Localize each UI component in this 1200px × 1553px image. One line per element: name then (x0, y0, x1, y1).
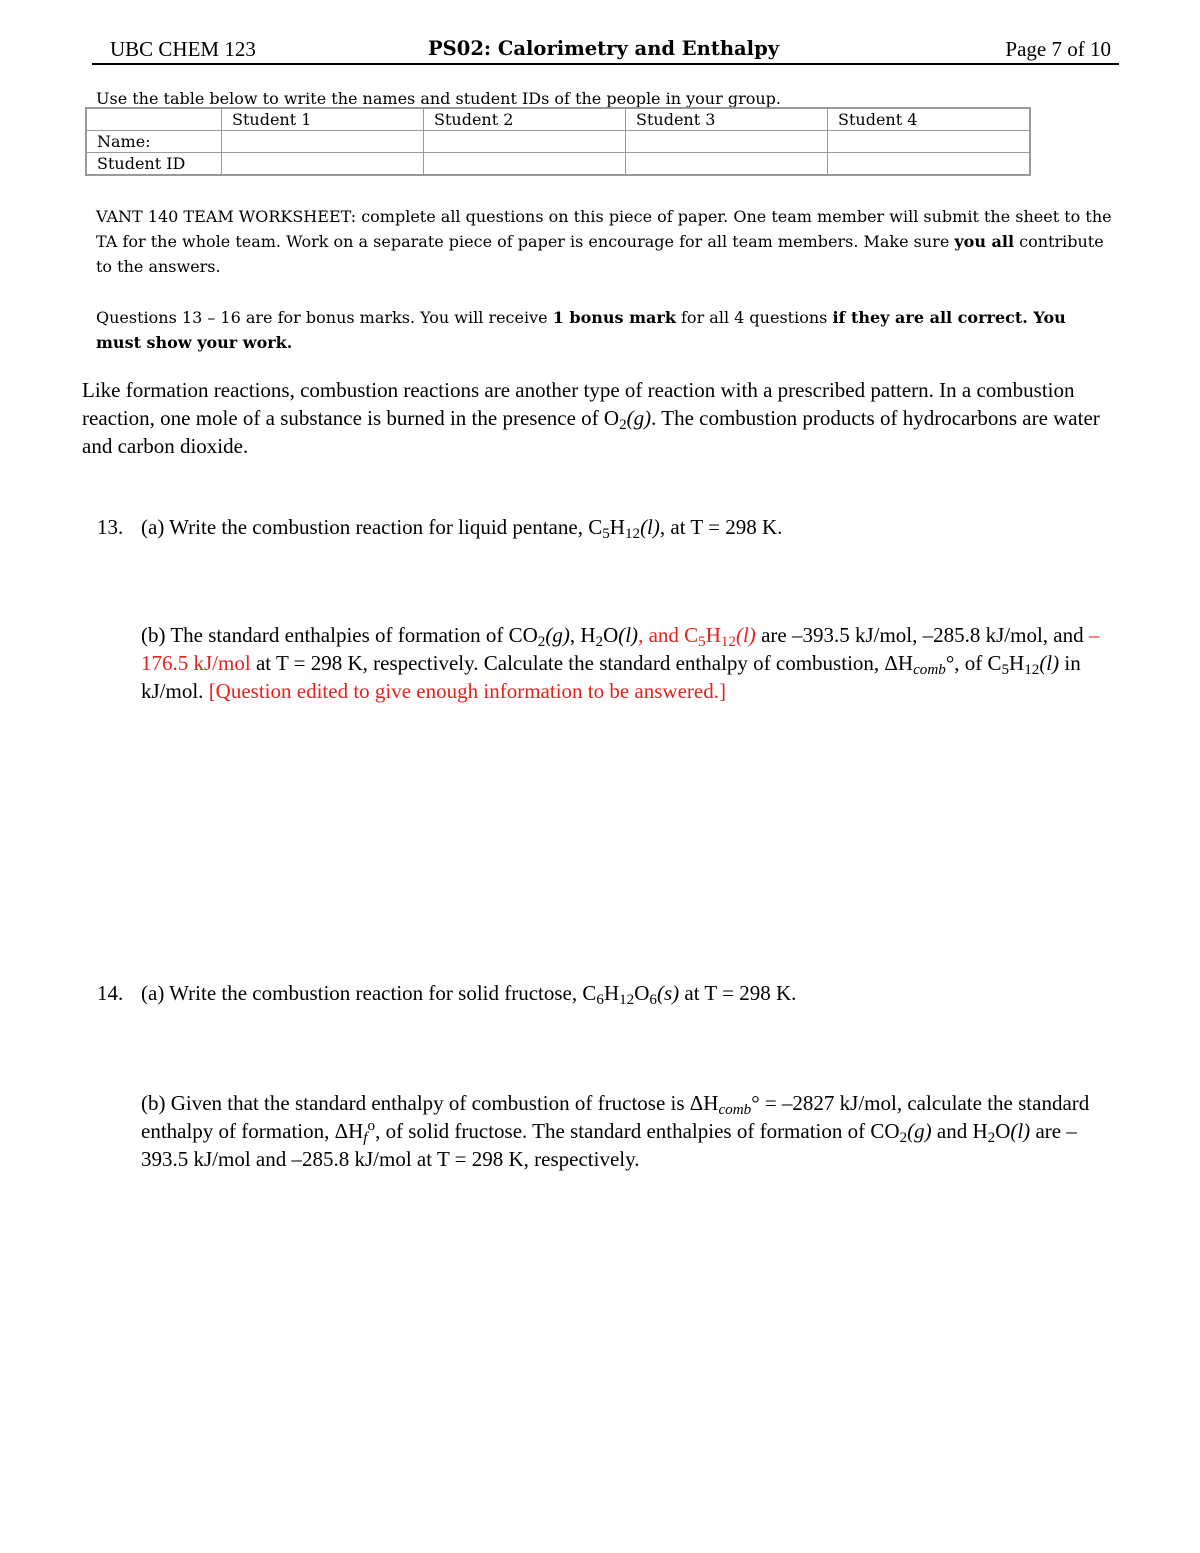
row-label-name: Name: (86, 131, 222, 153)
bonus-note: Questions 13 – 16 are for bonus marks. You will receive 1 bonus mark for all 4 questions if they are all correct. You must show your work. (96, 308, 1066, 352)
column-header-student-4: Student 4 (828, 108, 1031, 131)
table-corner-cell (86, 108, 222, 131)
name-cell-student-3[interactable] (626, 131, 828, 153)
question-13a: 13. (a) Write the combustion reaction for liquid pentane, $C_5H_{12}(l)$, at T = 298 K. (97, 515, 783, 542)
name-cell-student-4[interactable] (828, 131, 1031, 153)
question-number: 13. (97, 515, 124, 539)
id-cell-student-3[interactable] (626, 153, 828, 176)
column-header-student-3: Student 3 (626, 108, 828, 131)
id-cell-student-2[interactable] (424, 153, 626, 176)
table-row-name (86, 131, 1030, 153)
id-cell-student-1[interactable] (222, 153, 424, 176)
group-instructions: Use the table below to write the names and student IDs of the people in your group. (96, 89, 781, 108)
worksheet-instructions: VANT 140 TEAM WORKSHEET: complete all questions on this piece of paper. One team member will submit the sheet to the TA for the whole team. Work on a separate piece of paper is encourage for all team members. Make sure you all contribute to the answers. (96, 207, 1112, 276)
id-cell-student-4[interactable] (828, 153, 1031, 176)
column-header-student-1: Student 1 (222, 108, 424, 131)
question-number: 14. (97, 981, 124, 1005)
question-14b: (b) Given that the standard enthalpy of combustion of fructose is $\Delta H_{comb}^\circ = -2827$ kJ/mol, calculate the standard enthalpy of formation, $\Delta H_f^o$, of solid fructose. The standard enthalpies of formation of $CO_2(g)$ and $H_2O(l)$ are –393.5 kJ/mol and –285.8 kJ/mol at T = 298 K, respectively. (141, 1091, 1090, 1171)
table-header-row (86, 108, 1030, 131)
name-cell-student-1[interactable] (222, 131, 424, 153)
table-row-student-id (86, 153, 1030, 176)
name-cell-student-2[interactable] (424, 131, 626, 153)
header-page-number: Page 7 of 10 (1005, 37, 1111, 61)
group-table (85, 107, 1031, 176)
question-14a: 14. (a) Write the combustion reaction for solid fructose, $C_6H_{12}O_6(s)$ at T = 298 K. (97, 981, 797, 1008)
header-rule (92, 63, 1119, 65)
header-course: UBC CHEM 123 (110, 37, 256, 61)
header-title: PS02: Calorimetry and Enthalpy (428, 37, 780, 60)
row-label-student-id: Student ID (86, 153, 222, 176)
column-header-student-2: Student 2 (424, 108, 626, 131)
intro-paragraph: Like formation reactions, combustion reactions are another type of reaction with a prescribed pattern. In a combustion reaction, one mole of a substance is burned in the presence of $O_2(g)$. The combustion products of hydrocarbons are water and carbon dioxide. (82, 378, 1100, 458)
question-13b: (b) The standard enthalpies of formation of $CO_2(g)$, $H_2O(l)$, and $C_5H_{12}(l)$ are –393.5 kJ/mol, –285.8 kJ/mol, and –176.5 kJ/mol at T = 298 K, respectively. Calculate the standard enthalpy of combustion, $\Delta H_{comb}^\circ$, of $C_5H_{12}(l)$ in kJ/mol. [Question edited to give enough information to be answered.] (141, 623, 1100, 703)
